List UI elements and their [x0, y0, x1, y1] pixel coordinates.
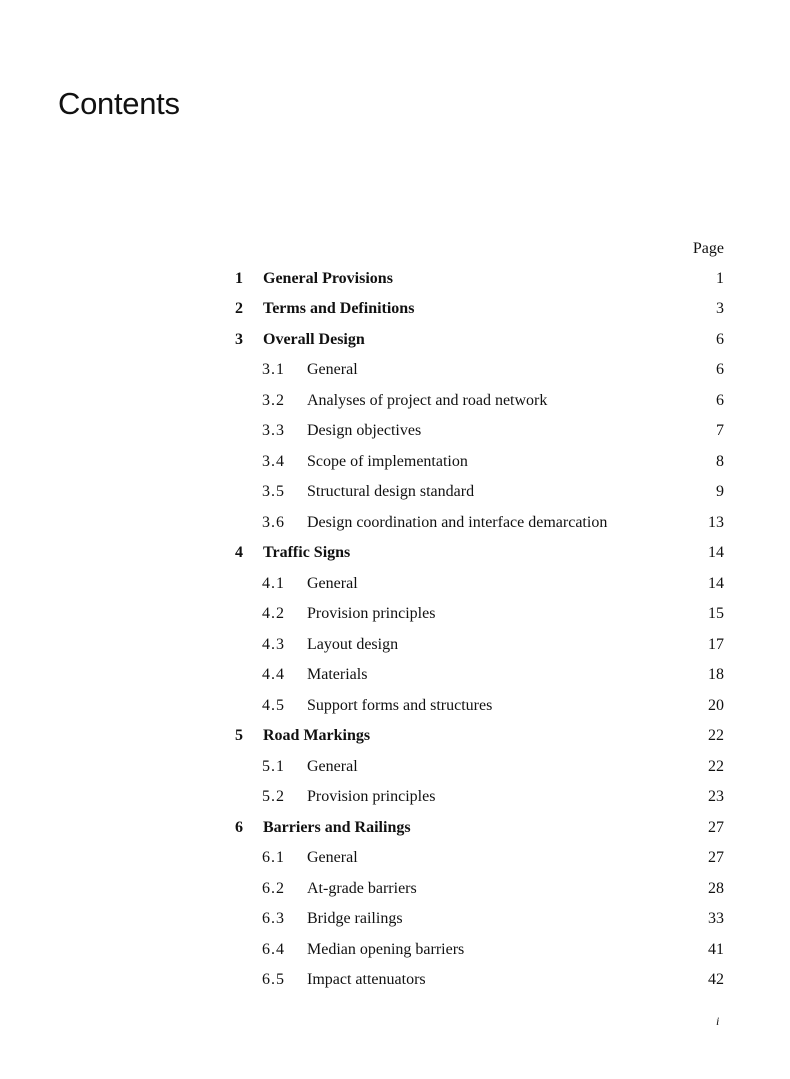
toc-title: General Provisions [263, 270, 393, 287]
toc-number: 4.2 [262, 605, 285, 622]
toc-page: 13 [708, 514, 724, 531]
toc-number: 4.4 [262, 666, 285, 683]
toc-page: 17 [708, 636, 724, 653]
toc-title: Overall Design [263, 331, 365, 348]
page-footer-mark: i [716, 1014, 720, 1028]
toc-title: General [307, 575, 358, 592]
toc-section[interactable] [0, 573, 790, 595]
toc-page: 14 [708, 544, 724, 561]
toc-page: 7 [716, 422, 724, 439]
toc-number: 2 [235, 300, 243, 317]
toc-title: Barriers and Railings [263, 819, 411, 836]
toc-page: 22 [708, 727, 724, 744]
toc-title: Traffic Signs [263, 544, 351, 561]
toc-number: 3 [235, 331, 243, 348]
toc-page: 33 [708, 910, 724, 927]
toc-title: Bridge railings [307, 910, 403, 927]
toc-page: 42 [708, 971, 724, 988]
toc-number: 4 [235, 544, 243, 561]
toc-number: 6 [235, 819, 243, 836]
toc-number: 6.5 [262, 971, 285, 988]
toc-number: 5.2 [262, 788, 285, 805]
toc-page: 1 [716, 270, 724, 287]
toc-title: General [307, 361, 358, 378]
toc-number: 6.1 [262, 849, 285, 866]
toc-title: Impact attenuators [307, 971, 426, 988]
toc-section[interactable] [0, 664, 790, 686]
toc-title: Analyses of project and road network [307, 392, 548, 409]
toc-number: 6.3 [262, 910, 285, 927]
toc-title: Median opening barriers [307, 941, 465, 958]
toc-page: 20 [708, 697, 724, 714]
toc-section[interactable] [0, 603, 790, 625]
toc-page: 22 [708, 758, 724, 775]
toc-title: Support forms and structures [307, 697, 493, 714]
toc-page: 3 [716, 300, 724, 317]
toc-page: 23 [708, 788, 724, 805]
toc-chapter[interactable] [0, 725, 790, 747]
toc-section[interactable] [0, 939, 790, 961]
toc-page: 6 [716, 331, 724, 348]
toc-section[interactable] [0, 451, 790, 473]
toc-chapter[interactable] [0, 817, 790, 839]
toc-title: Provision principles [307, 788, 436, 805]
toc-title: Scope of implementation [307, 453, 468, 470]
toc-number: 4.5 [262, 697, 285, 714]
toc-page: 41 [708, 941, 724, 958]
page-title: Contents [58, 86, 180, 121]
toc-number: 6.2 [262, 880, 285, 897]
page-column-label: Page [692, 240, 724, 257]
toc-title: Design objectives [307, 422, 422, 439]
toc-section[interactable] [0, 695, 790, 717]
toc-number: 5 [235, 727, 243, 744]
toc-section[interactable] [0, 969, 790, 991]
toc-section[interactable] [0, 786, 790, 808]
toc-page: 6 [716, 361, 724, 378]
toc-number: 1 [235, 270, 243, 287]
toc-number: 5.1 [262, 758, 285, 775]
toc-section[interactable] [0, 634, 790, 656]
toc-title: Design coordination and interface demarcation [307, 514, 608, 531]
toc-page: 15 [708, 605, 724, 622]
toc-number: 3.4 [262, 453, 285, 470]
toc-section[interactable] [0, 420, 790, 442]
toc-number: 3.2 [262, 392, 285, 409]
toc-title: Terms and Definitions [263, 300, 415, 317]
toc-number: 3.5 [262, 483, 285, 500]
toc-page: 9 [716, 483, 724, 500]
toc-section[interactable] [0, 481, 790, 503]
toc-section[interactable] [0, 756, 790, 778]
toc-section[interactable] [0, 908, 790, 930]
toc-title: General [307, 758, 358, 775]
toc-chapter[interactable] [0, 298, 790, 320]
toc-chapter[interactable] [0, 329, 790, 351]
toc-page: 18 [708, 666, 724, 683]
toc-chapter[interactable] [0, 542, 790, 564]
toc-title: Structural design standard [307, 483, 475, 500]
toc-number: 6.4 [262, 941, 285, 958]
toc-section[interactable] [0, 512, 790, 534]
toc-section[interactable] [0, 847, 790, 869]
toc-page: 27 [708, 849, 724, 866]
toc-section[interactable] [0, 878, 790, 900]
toc-title: Provision principles [307, 605, 436, 622]
toc-page: 27 [708, 819, 724, 836]
toc-title: Layout design [307, 636, 399, 653]
toc-page: 14 [708, 575, 724, 592]
toc-title: Materials [307, 666, 368, 683]
toc-number: 4.1 [262, 575, 285, 592]
toc-number: 4.3 [262, 636, 285, 653]
toc-title: General [307, 849, 358, 866]
toc-page: 6 [716, 392, 724, 409]
toc-page: 28 [708, 880, 724, 897]
toc-page: 8 [716, 453, 724, 470]
toc-title: Road Markings [263, 727, 371, 744]
toc-section[interactable] [0, 390, 790, 412]
toc-section[interactable] [0, 359, 790, 381]
toc-number: 3.6 [262, 514, 285, 531]
toc-title: At-grade barriers [307, 880, 417, 897]
toc-number: 3.3 [262, 422, 285, 439]
toc-chapter[interactable] [0, 268, 790, 290]
toc-number: 3.1 [262, 361, 285, 378]
